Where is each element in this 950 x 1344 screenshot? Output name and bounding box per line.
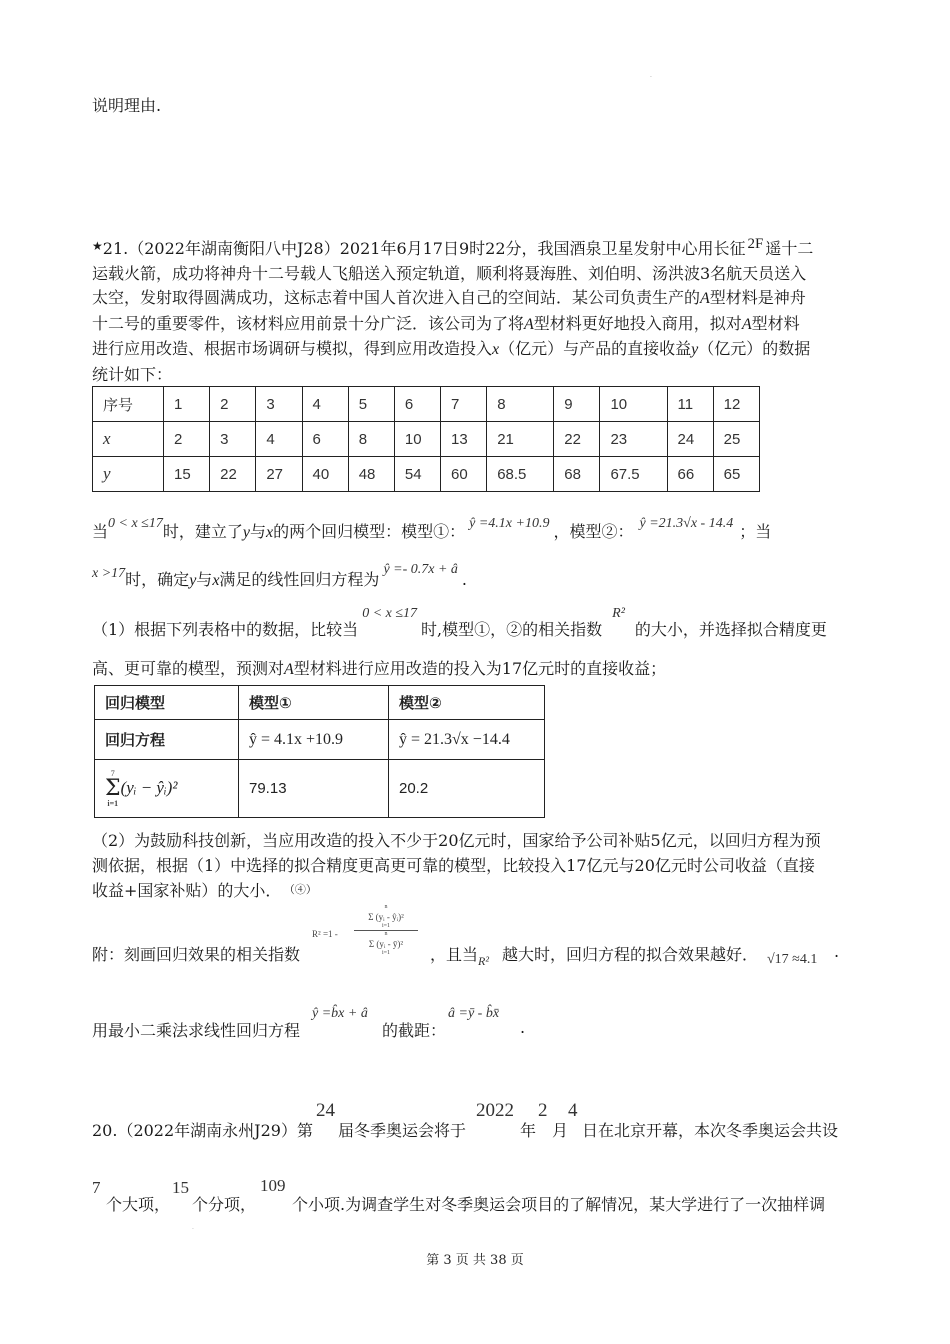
table-cell: 10 — [394, 422, 440, 457]
text: 时，建立了 — [162, 522, 243, 541]
number: 7 — [92, 1178, 101, 1197]
sum-upper-limit: 7 — [110, 768, 115, 778]
number: 15 — [172, 1178, 189, 1197]
table-cell: 1 — [164, 387, 210, 422]
table-cell: 54 — [394, 457, 440, 492]
text: 型材料进行应用改造的投入为17亿元时的直接收益； — [293, 659, 667, 678]
table-cell: 25 — [713, 422, 759, 457]
text: （1）根据下列表格中的数据，比较当 — [92, 620, 359, 639]
table-header-cell: 模型② — [389, 686, 545, 720]
table-cell: 回归方程 — [95, 720, 239, 760]
mark: （④） — [289, 883, 317, 897]
text: 个小项.为调查学生对冬季奥运会项目的了解情况，某大学进行了一次抽样调 — [292, 1195, 826, 1214]
q21-text: 运载火箭，成功将神舟十二号载人飞船送入预定轨道，顺利将聂海胜、刘伯明、汤洪波3名航天员送入 — [92, 263, 807, 283]
table-cell: 48 — [348, 457, 394, 492]
text: 月 — [552, 1121, 569, 1140]
table-cell: 8 — [348, 422, 394, 457]
fraction-denominator: Σ (yᵢ - ȳ)² — [368, 939, 404, 949]
r-squared-fraction — [354, 904, 418, 957]
table-cell: 7 — [441, 387, 487, 422]
residual-expr: (yᵢ − ŷᵢ)² — [120, 777, 178, 797]
q21-text: 太空，发射取得圆满成功，这标志着中国人首次进入自己的空间站．某公司负责生产的 — [92, 288, 701, 308]
table-cell: 60 — [441, 457, 487, 492]
text: 的截距： — [382, 1021, 447, 1040]
text: 届冬季奥运会将于 — [338, 1121, 467, 1140]
stray-mark: . — [192, 1224, 194, 1231]
sum-lower-limit: i=1 — [107, 798, 119, 808]
condition-line-1 — [92, 516, 771, 542]
rocket-label: 2F — [747, 236, 764, 252]
text: 个大项， — [106, 1195, 171, 1214]
continuation-text: 说明理由. — [92, 96, 162, 115]
text: 附：刻画回归效果的相关指数 — [92, 945, 301, 964]
r-squared-definition: R² =1 - — [312, 929, 338, 939]
table-cell: 23 — [600, 422, 667, 457]
table-cell: 2 — [164, 422, 210, 457]
var-y: y — [189, 572, 197, 589]
r-squared: R² — [612, 606, 625, 621]
text: 当 — [92, 522, 109, 541]
table-cell: 65 — [713, 457, 759, 492]
part-2 — [92, 829, 860, 904]
q21-text: （亿元）与产品的直接收益 — [499, 339, 692, 359]
q21-text: 型材料 — [751, 313, 800, 333]
table-cell: 13 — [441, 422, 487, 457]
table-cell: x — [93, 422, 164, 457]
model-3-formula: ŷ =- 0.7x + â — [383, 562, 458, 577]
table-cell: 3 — [256, 387, 302, 422]
var-y: y — [691, 341, 699, 359]
table-cell: 68.5 — [487, 457, 554, 492]
table-cell: ŷ = 4.1x +10.9 — [239, 720, 389, 760]
table-cell: 4 — [302, 387, 348, 422]
table-cell: 8 — [487, 387, 554, 422]
text: 20.（2022年湖南永州J29）第 — [92, 1121, 313, 1140]
table-cell: 24 — [667, 422, 713, 457]
table-cell: 10 — [600, 387, 667, 422]
stray-mark: . — [650, 72, 652, 79]
q21-text: 2021年6月17日9时22分，我国酒泉卫星发射中心用长征 — [339, 239, 746, 258]
table-cell: 6 — [302, 422, 348, 457]
text: 与 — [250, 522, 267, 541]
number: 109 — [260, 1176, 286, 1195]
text: 时,模型①，②的相关指数 — [421, 620, 603, 639]
text: （2）为鼓励科技创新，当应用改造的投入不少于20亿元时，国家给予公司补贴5亿元，以回归方程为预 — [92, 831, 821, 850]
table-cell: 68 — [554, 457, 600, 492]
regression-equation: ŷ =b̂x + â — [312, 1006, 368, 1021]
table-row-y — [93, 457, 760, 492]
table-cell: 15 — [164, 457, 210, 492]
var-y: y — [242, 524, 250, 541]
q21-text: 型材料更好地投入商用，拟对 — [533, 313, 742, 333]
table-row-index — [93, 387, 760, 422]
intercept-formula: â =ȳ - b̂x̄ — [448, 1006, 500, 1021]
model-1-formula: ŷ =4.1x +10.9 — [469, 516, 550, 531]
number: 2022 — [476, 1100, 514, 1121]
q21-text: 进行应用改造、根据市场调研与模拟，得到应用改造投入 — [92, 339, 493, 359]
table-cell: 5 — [348, 387, 394, 422]
text: ；当 — [739, 522, 772, 541]
var-x: x — [492, 341, 500, 359]
table-cell: 22 — [210, 457, 256, 492]
part-1-line-1 — [92, 606, 827, 640]
number: 24 — [316, 1100, 335, 1121]
data-table — [92, 386, 760, 492]
table-header-cell: 回归模型 — [95, 686, 239, 720]
var-x: x — [212, 572, 220, 589]
var-A: A — [741, 315, 752, 333]
model-comparison-table — [94, 685, 545, 818]
text: 收益+国家补贴）的大小． — [92, 881, 282, 901]
model-2-formula: ŷ =21.3√x - 14.4 — [639, 516, 734, 531]
table-cell: 67.5 — [600, 457, 667, 492]
table-cell: 40 — [302, 457, 348, 492]
table-cell: 22 — [554, 422, 600, 457]
table-cell: 序号 — [93, 387, 164, 422]
table-cell: 4 — [256, 422, 302, 457]
table-row-x — [93, 422, 760, 457]
star-icon: ★ — [92, 239, 103, 253]
table-cell: 20.2 — [389, 760, 545, 818]
range-formula: 0 < x ≤17 — [362, 606, 418, 621]
condition-line-2 — [92, 562, 467, 590]
q21-text: 遥十二 — [765, 239, 814, 258]
sigma-icon: Σ — [105, 775, 121, 801]
table-cell: y — [93, 457, 164, 492]
text: 高、更可靠的模型，预测对 — [92, 659, 285, 678]
table-cell: 6 — [394, 387, 440, 422]
number: 4 — [568, 1100, 578, 1121]
table-cell: 27 — [256, 457, 302, 492]
table-cell: ŷ = 21.3√x −14.4 — [389, 720, 545, 760]
text: 越大时，回归方程的拟合效果越好． — [502, 945, 759, 964]
text: 个分项， — [192, 1195, 257, 1214]
part-1-line-2 — [92, 656, 666, 679]
table-row — [95, 760, 545, 818]
table-cell: 11 — [667, 387, 713, 422]
text: . — [834, 942, 840, 961]
var-A: A — [700, 290, 710, 308]
table-cell: 2 — [210, 387, 256, 422]
text: . — [461, 570, 468, 589]
q21-text: （亿元）的数据 — [698, 339, 811, 359]
sum-lower-limit: i=1 — [381, 950, 391, 956]
text: ，且当 — [430, 945, 479, 964]
text: 的两个回归模型：模型①： — [273, 522, 466, 541]
question-source: （2022年湖南衡阳八中J28） — [128, 239, 340, 258]
text: 时，确定 — [125, 570, 190, 589]
text: . — [520, 1018, 526, 1037]
text: 与 — [196, 570, 213, 589]
text: 满足的线性回归方程为 — [219, 570, 380, 589]
fraction-numerator: Σ (yᵢ - ŷᵢ)² — [368, 912, 404, 922]
r-squared: R² — [478, 954, 489, 968]
question-number: 21. — [102, 239, 129, 258]
range-formula: 0 < x ≤17 — [108, 516, 163, 531]
q21-text: 型材料是神舟 — [709, 288, 806, 308]
table-cell: 12 — [713, 387, 759, 422]
text: 的大小，并选择拟合精度更 — [634, 620, 827, 639]
table-cell: 9 — [554, 387, 600, 422]
table-cell: 79.13 — [239, 760, 389, 818]
sum-upper-limit: n — [384, 904, 388, 910]
page-footer: 第 3 页 共 38 页 — [426, 1253, 524, 1268]
table-cell-sum — [95, 760, 239, 818]
var-A: A — [524, 315, 534, 333]
number: 2 — [538, 1100, 548, 1121]
sqrt-approx: √17 ≈4.1 — [767, 952, 818, 967]
sum-lower-limit: i=1 — [354, 923, 418, 931]
table-header-row — [95, 686, 545, 720]
text: 测依据，根据（1）中选择的拟合精度更高更可靠的模型，比较投入17亿元与20亿元时公司收益（直接 — [92, 855, 815, 875]
table-row — [95, 720, 545, 760]
table-cell: 66 — [667, 457, 713, 492]
text: 年 — [520, 1121, 537, 1140]
var-x: x — [266, 524, 274, 541]
table-cell: 3 — [210, 422, 256, 457]
var-A: A — [284, 661, 294, 678]
question-21 — [92, 232, 860, 388]
table-header-cell: 模型① — [239, 686, 389, 720]
q21-text: 十二号的重要零件，该材料应用前景十分广泛．该公司为了将 — [92, 313, 525, 333]
table-cell: 21 — [487, 422, 554, 457]
sum-upper-limit: n — [384, 931, 388, 937]
text: ，模型②： — [553, 522, 634, 541]
range-formula: x >17 — [92, 566, 126, 581]
text: 日在北京开幕，本次冬季奥运会共设 — [582, 1121, 839, 1140]
q21-text: 统计如下： — [92, 364, 173, 384]
text: 用最小二乘法求线性回归方程 — [92, 1021, 301, 1040]
